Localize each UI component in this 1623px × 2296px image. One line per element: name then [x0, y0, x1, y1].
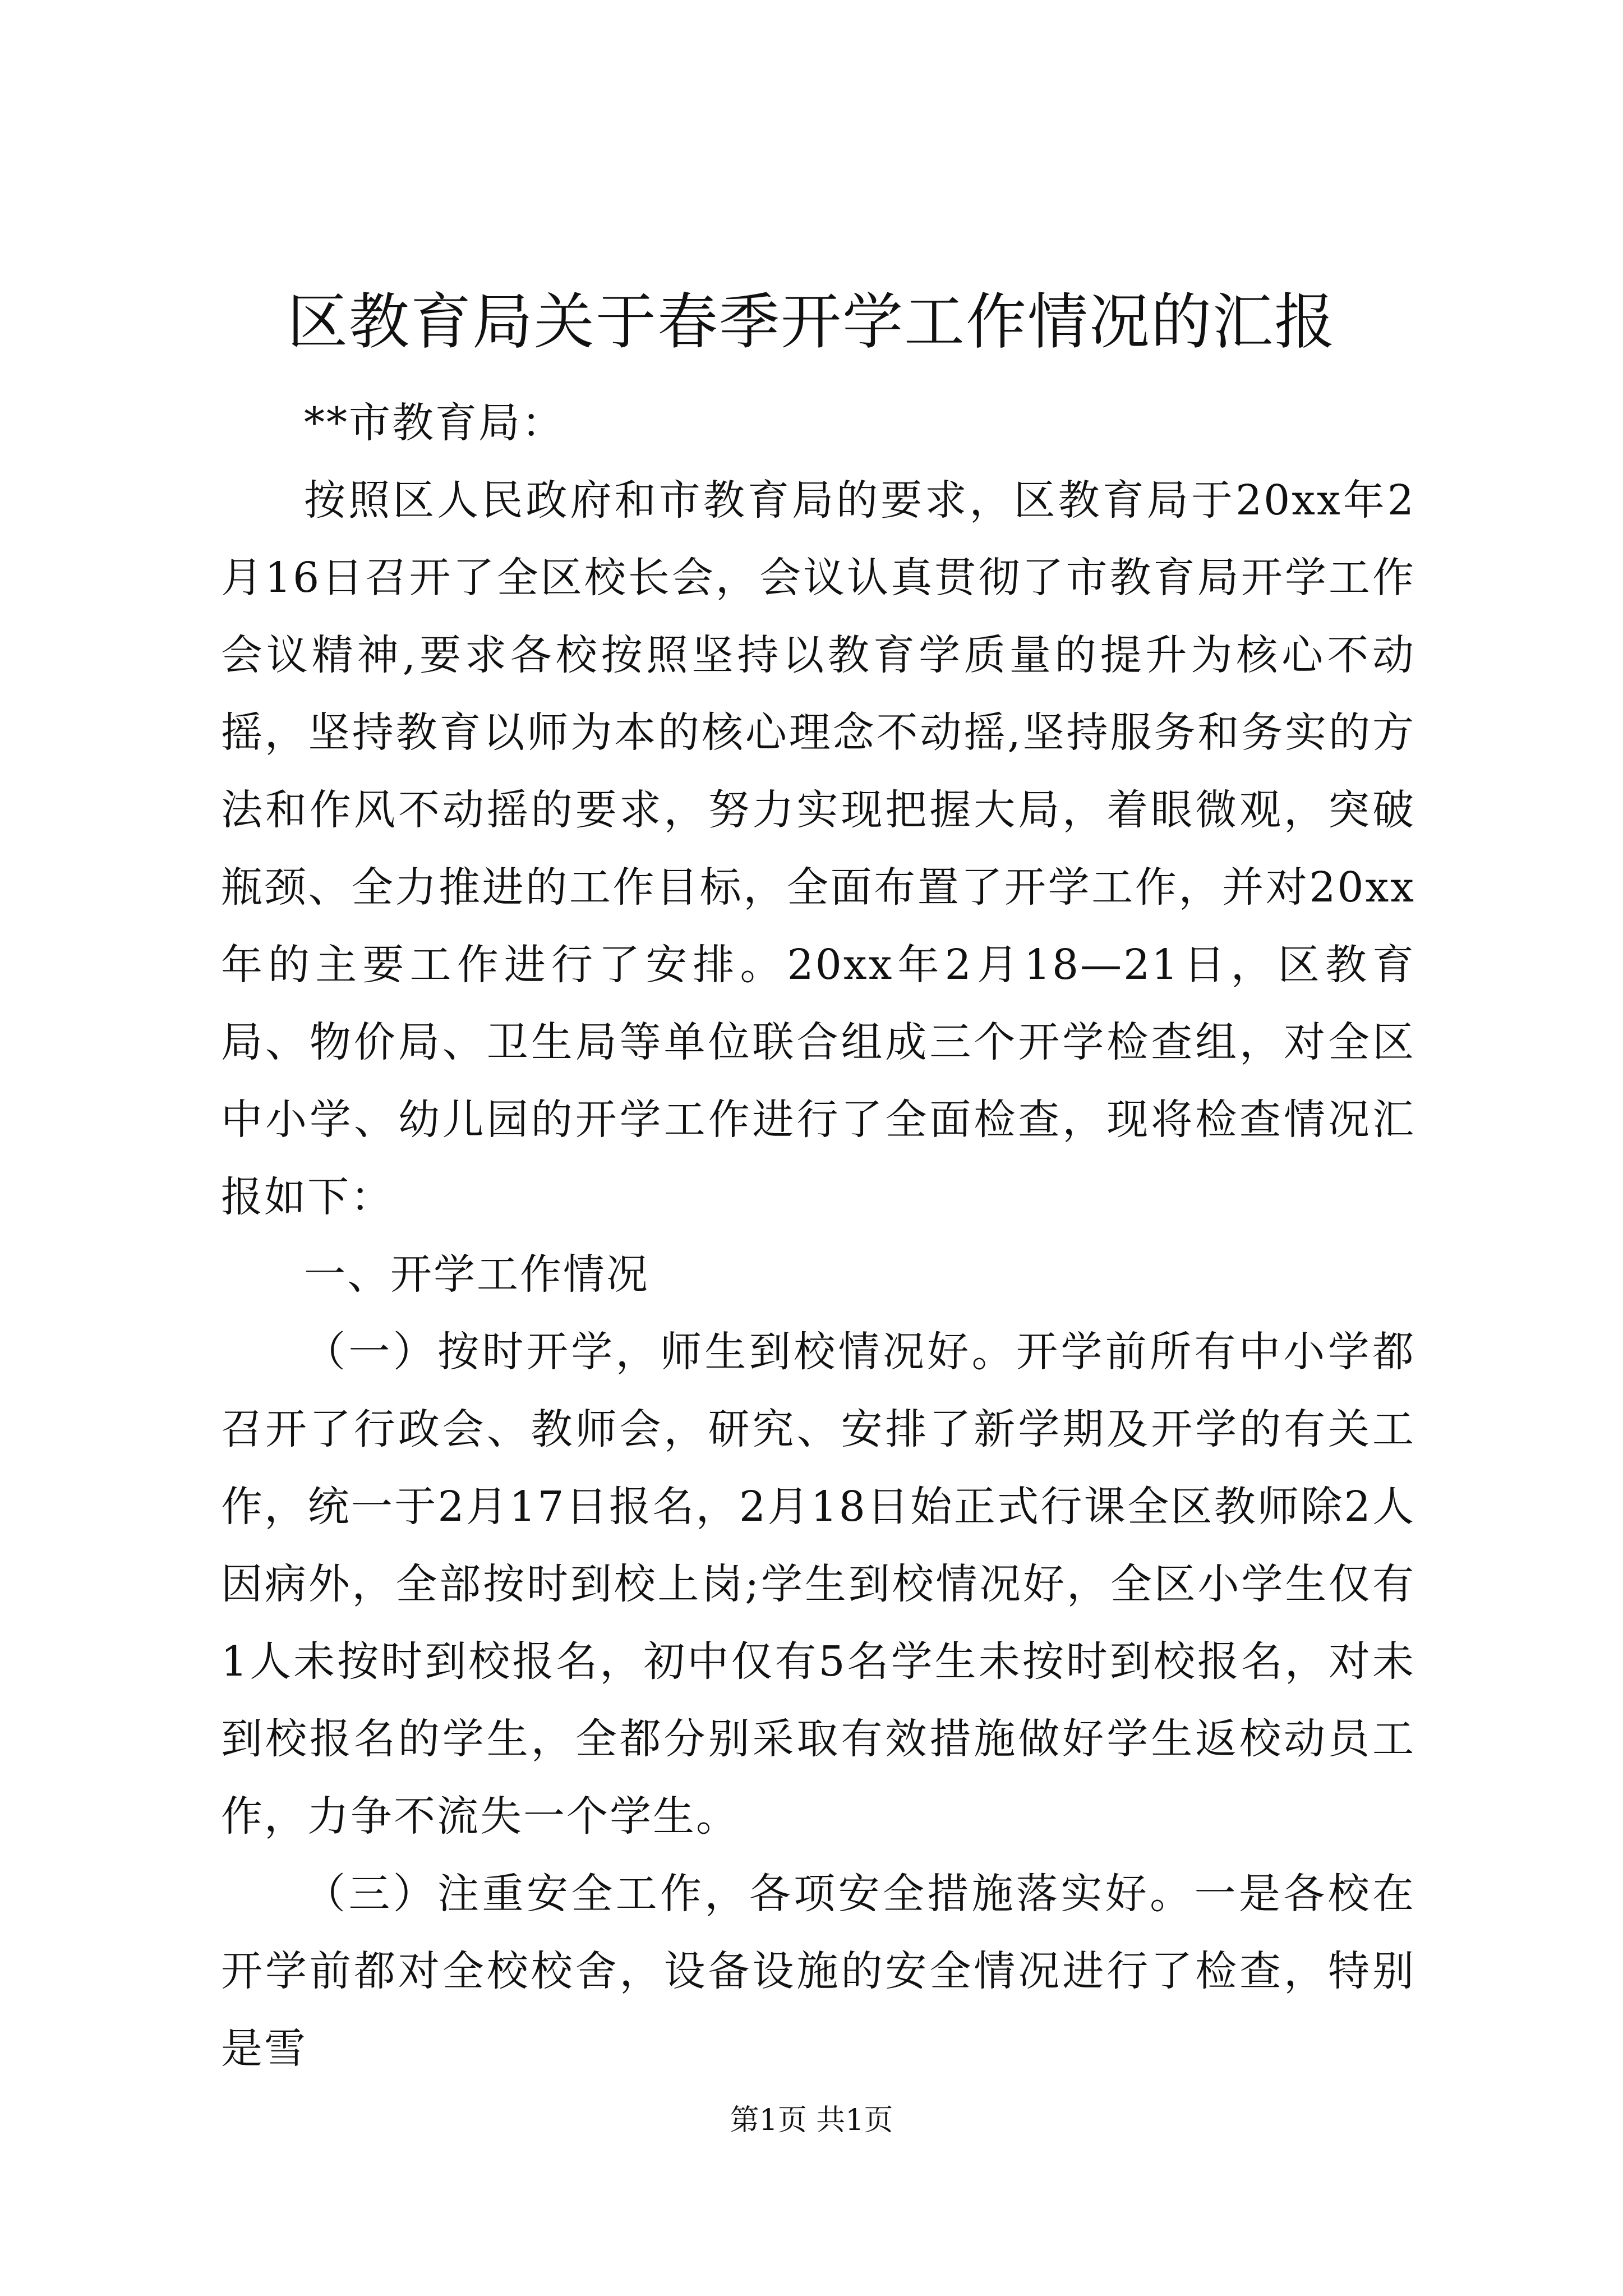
- page-number: 第1页 共1页: [730, 2104, 893, 2137]
- paragraph-intro: 按照区人民政府和市教育局的要求，区教育局于20xx年2月16日召开了全区校长会，会议认真贯彻了市教育局开学工作会议精神,要求各校按照坚持以教育学质量的提升为核心不动摇，坚持教育以师为本的核心理念不动摇,坚持服务和务实的方法和作风不动摇的要求，努力实现把握大局，着眼微观，突破瓶颈、全力推进的工作目标，全面布置了开学工作，并对20xx年的主要工作进行了安排。20xx年2月18—21日，区教育局、物价局、卫生局等单位联合组成三个开学检查组，对全区中小学、幼儿园的开学工作进行了全面检查，现将检查情况汇报如下：: [221, 476, 1415, 1221]
- salutation: **市教育局：: [304, 399, 565, 447]
- section-heading: 一、开学工作情况: [304, 1250, 649, 1299]
- paragraph-section-1: （一）按时开学，师生到校情况好。开学前所有中小学都召开了行政会、教师会，研究、安排了新学期及开学的有关工作，统一于2月17日报名，2月18日始正式行课全区教师除2人因病外，全部按时到校上岗;学生到校情况好，全区小学生仅有1人未按时到校报名，初中仅有5名学生未按时到校报名，对未到校报名的学生，全都分别采取有效措施做好学生返校动员工作，力争不流失一个学生。: [221, 1328, 1415, 1841]
- paragraph-section-3: （三）注重安全工作，各项安全措施落实好。一是各校在开学前都对全校校舍，设备设施的安全情况进行了检查，特别是雪: [221, 1870, 1415, 2073]
- document-body: [221, 384, 1415, 2087]
- document-title: 区教育局关于春季开学工作情况的汇报: [287, 287, 1336, 357]
